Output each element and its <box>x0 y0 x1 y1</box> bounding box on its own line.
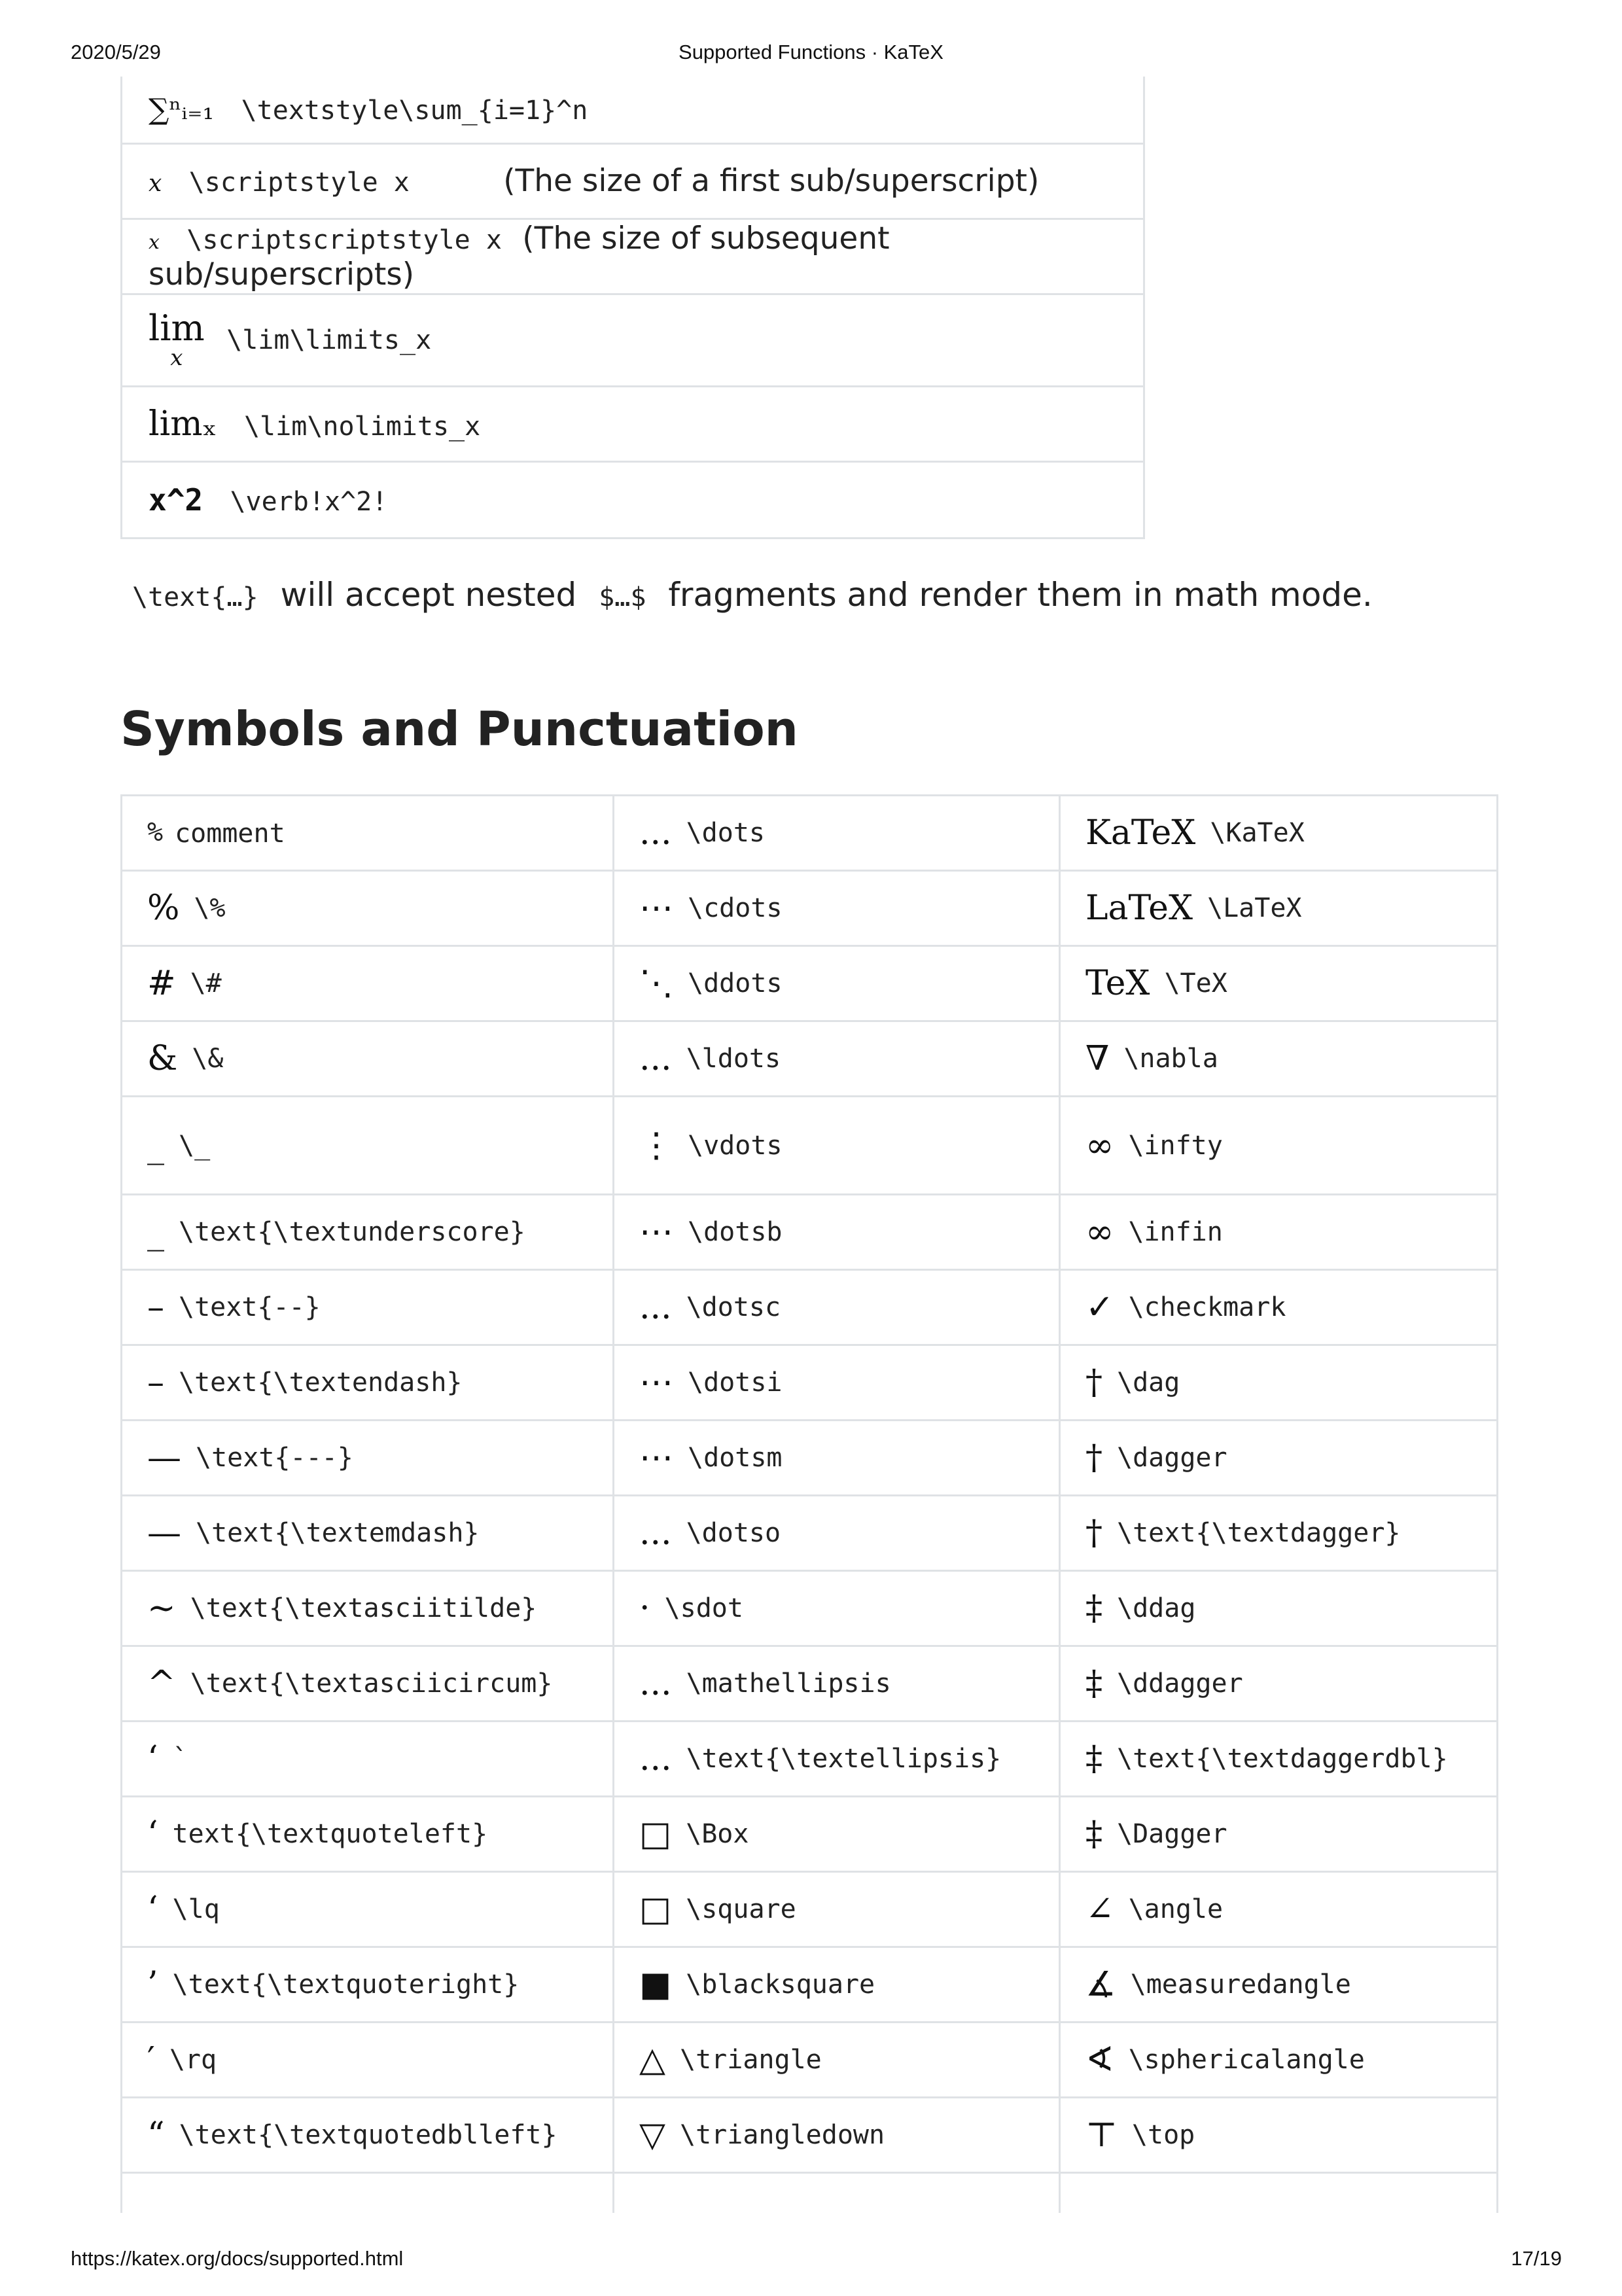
symbol-rendered: △ <box>639 2040 665 2079</box>
table-cell <box>614 1496 1060 1571</box>
table-row <box>122 1195 1498 1270</box>
table-row <box>122 1646 1498 1722</box>
table-row <box>122 1872 1498 1947</box>
symbol-rendered: ... <box>639 1288 672 1327</box>
code-snippet: \lim\nolimits_x <box>243 411 481 442</box>
code-snippet: \scriptscriptstyle x <box>186 224 502 255</box>
section-title: Symbols and Punctuation <box>120 701 798 756</box>
table-cell <box>614 1021 1060 1097</box>
code-snippet: \dotsc <box>686 1292 781 1322</box>
symbol-rendered: ⋯ <box>639 1212 673 1252</box>
table-row <box>122 219 1144 294</box>
table-cell <box>122 1097 614 1195</box>
code-snippet: \ddots <box>688 968 783 998</box>
table-cell <box>122 219 1144 294</box>
table-cell <box>122 1797 614 1872</box>
table-row <box>122 1947 1498 2022</box>
table-cell <box>1060 1646 1498 1722</box>
print-title: Supported Functions · KaTeX <box>679 41 943 63</box>
code-snippet: ` <box>172 1744 188 1774</box>
code-snippet: \ddag <box>1117 1593 1196 1623</box>
symbol-rendered: “ <box>147 2115 165 2155</box>
symbol-rendered: ∇ <box>1085 1039 1110 1078</box>
symbol-rendered: ’ <box>147 1965 158 2004</box>
symbol-rendered: ‡ <box>1085 1814 1102 1854</box>
code-snippet: \triangledown <box>680 2120 885 2150</box>
table-row <box>122 1270 1498 1345</box>
symbol-rendered: ▽ <box>639 2115 665 2155</box>
symbol-rendered: ... <box>639 1739 672 1778</box>
code-text-brace: \text{…} <box>132 582 258 612</box>
table-row <box>122 1097 1498 1195</box>
table-cell <box>122 1947 614 2022</box>
symbol-rendered: ′ <box>147 2040 155 2079</box>
table-row <box>122 1722 1498 1797</box>
table-cell <box>1060 2173 1498 2214</box>
table-cell <box>614 1722 1060 1797</box>
symbol-rendered: ... <box>639 1664 672 1703</box>
table-row <box>122 294 1144 386</box>
code-snippet: \ldots <box>686 1044 781 1074</box>
code-snippet: \text{\textdaggerdbl} <box>1117 1744 1448 1774</box>
code-snippet: \dotsm <box>688 1443 783 1473</box>
code-snippet: \dotsb <box>688 1217 783 1247</box>
table-cell <box>1060 1097 1498 1195</box>
table-cell <box>122 1872 614 1947</box>
code-snippet: \text{--} <box>179 1292 321 1322</box>
table-cell <box>122 294 1144 386</box>
code-snippet: \vdots <box>688 1130 783 1161</box>
symbols-table <box>120 794 1498 2213</box>
table-cell <box>614 1797 1060 1872</box>
table-row <box>122 1797 1498 1872</box>
table-row <box>122 946 1498 1021</box>
symbol-rendered: † <box>1085 1438 1102 1477</box>
code-snippet: \text{\textellipsis} <box>686 1744 1002 1774</box>
code-snippet: \_ <box>179 1130 211 1161</box>
symbol-rendered: ⋯ <box>639 1363 673 1402</box>
math-rendered: ∑ⁿᵢ₌₁ <box>149 92 215 126</box>
table-cell <box>1060 946 1498 1021</box>
code-snippet: \text{\textquotedblleft} <box>179 2120 557 2150</box>
symbol-rendered: ‡ <box>1085 1739 1102 1778</box>
code-snippet: \checkmark <box>1128 1292 1286 1322</box>
code-snippet: \LaTeX <box>1207 893 1302 923</box>
table-row <box>122 796 1498 871</box>
table-cell <box>122 1722 614 1797</box>
table-cell <box>1060 1421 1498 1496</box>
symbol-rendered: ‘ <box>147 1814 158 1854</box>
code-snippet: \square <box>686 1894 796 1924</box>
symbol-rendered: — <box>147 1438 181 1477</box>
code-snippet: \sdot <box>664 1593 743 1623</box>
table-cell <box>1060 1021 1498 1097</box>
code-snippet: \dots <box>686 818 766 848</box>
code-snippet: \text{\textemdash} <box>196 1518 480 1548</box>
table-row <box>122 1345 1498 1421</box>
table-cell <box>614 1872 1060 1947</box>
code-snippet: \dotso <box>686 1518 781 1548</box>
symbol-rendered: ⊤ <box>1085 2115 1118 2155</box>
code-snippet: \measuredangle <box>1130 1969 1351 2000</box>
code-snippet: \rq <box>169 2045 217 2075</box>
symbol-rendered: — <box>147 1513 181 1553</box>
paragraph-text: fragments and render them in math mode. <box>668 576 1373 614</box>
table-cell <box>122 1021 614 1097</box>
symbol-rendered: – <box>147 1363 164 1402</box>
code-snippet: \scriptstyle x <box>188 168 410 198</box>
table-cell <box>614 946 1060 1021</box>
symbol-rendered: ‘ <box>147 1890 158 1929</box>
symbol-rendered: ⋮ <box>639 1125 673 1165</box>
symbol-rendered: □ <box>639 1890 672 1929</box>
table-cell <box>1060 1947 1498 2022</box>
print-date: 2020/5/29 <box>71 41 161 63</box>
table-cell <box>122 2173 614 2214</box>
paragraph-text: will accept nested <box>280 576 577 614</box>
math-rendered: lim <box>149 307 205 349</box>
code-snippet: \infin <box>1128 1217 1223 1247</box>
code-snippet: \# <box>190 968 222 998</box>
symbol-rendered: ⋱ <box>639 964 673 1003</box>
table-cell <box>614 1097 1060 1195</box>
symbol-rendered: & <box>147 1039 178 1078</box>
table-cell <box>614 2098 1060 2173</box>
table-row <box>122 1496 1498 1571</box>
symbol-rendered: # <box>147 964 176 1003</box>
code-snippet: \Dagger <box>1117 1819 1227 1849</box>
math-subscript: x <box>170 344 183 371</box>
table-row <box>122 1421 1498 1496</box>
symbol-rendered: ∠ <box>1085 1890 1114 1929</box>
table-row <box>122 461 1144 538</box>
verb-rendered: x^2 <box>149 482 203 518</box>
table-row <box>122 77 1144 143</box>
table-cell <box>122 1345 614 1421</box>
symbol-rendered: ^ <box>147 1664 176 1703</box>
symbol-rendered: % <box>147 889 180 928</box>
table-cell <box>614 1646 1060 1722</box>
math-rendered: x <box>149 170 162 197</box>
symbol-rendered: ⋯ <box>639 1438 673 1477</box>
table-cell <box>122 2098 614 2173</box>
symbol-rendered: † <box>1085 1513 1102 1553</box>
math-rendered: x <box>149 230 160 254</box>
symbol-rendered: † <box>1085 1363 1102 1402</box>
table-row <box>122 1021 1498 1097</box>
table-cell <box>614 1195 1060 1270</box>
table-cell <box>614 1571 1060 1646</box>
table-row <box>122 143 1144 219</box>
symbol-rendered: □ <box>639 1814 672 1854</box>
symbol-rendered: ∢ <box>1085 2040 1114 2079</box>
print-url: https://katex.org/docs/supported.html <box>71 2247 404 2270</box>
symbol-rendered: ‡ <box>1085 1664 1102 1703</box>
table-row <box>122 386 1144 461</box>
table-cell <box>122 143 1144 219</box>
code-snippet: \text{\textdagger} <box>1117 1518 1401 1548</box>
table-cell <box>122 77 1144 143</box>
code-dollar: $…$ <box>599 582 646 612</box>
code-snippet: \lim\limits_x <box>226 325 432 355</box>
symbol-rendered: _ <box>147 1125 164 1165</box>
table-cell <box>1060 1797 1498 1872</box>
size-note: (The size of subsequent sub/superscripts) <box>149 220 890 292</box>
code-snippet: \blacksquare <box>686 1969 875 2000</box>
code-snippet: \cdots <box>688 893 783 923</box>
table-cell <box>614 2173 1060 2214</box>
code-snippet: \dagger <box>1117 1443 1227 1473</box>
code-snippet: \nabla <box>1123 1044 1218 1074</box>
table-cell <box>1060 1195 1498 1270</box>
code-snippet: \triangle <box>680 2045 822 2075</box>
style-table <box>120 77 1145 539</box>
table-cell <box>122 386 1144 461</box>
code-snippet: \dotsi <box>688 1368 783 1398</box>
code-snippet: \% <box>194 893 226 923</box>
table-cell <box>122 1421 614 1496</box>
symbol-rendered: _ <box>147 1212 164 1252</box>
symbol-rendered: ~ <box>147 1589 176 1628</box>
table-cell <box>122 1195 614 1270</box>
symbol-rendered: ∞ <box>1085 1212 1114 1252</box>
table-cell <box>1060 1722 1498 1797</box>
table-cell <box>1060 2098 1498 2173</box>
code-snippet: \TeX <box>1164 968 1227 998</box>
table-row <box>122 2022 1498 2098</box>
table-cell <box>614 796 1060 871</box>
code-snippet: \lq <box>172 1894 220 1924</box>
code-snippet: \verb!x^2! <box>230 486 388 517</box>
symbol-rendered: · <box>639 1589 650 1628</box>
table-cell <box>1060 871 1498 946</box>
code-snippet: \top <box>1131 2120 1195 2150</box>
code-snippet: \angle <box>1128 1894 1224 1924</box>
code-snippet: \dag <box>1117 1368 1180 1398</box>
symbol-rendered: ... <box>639 1039 672 1078</box>
code-snippet: \text{\textquoteright} <box>172 1969 520 2000</box>
table-cell <box>122 461 1144 538</box>
code-snippet: comment <box>175 819 285 849</box>
table-cell <box>1060 1872 1498 1947</box>
table-cell <box>122 946 614 1021</box>
table-cell <box>122 1646 614 1722</box>
code-snippet: \ddagger <box>1117 1669 1243 1699</box>
code-snippet: \text{\textasciicircum} <box>190 1669 553 1699</box>
symbol-rendered: ... <box>639 1513 672 1553</box>
table-cell <box>122 796 614 871</box>
table-cell <box>122 1496 614 1571</box>
table-cell <box>1060 796 1498 871</box>
table-cell <box>614 1345 1060 1421</box>
symbol-rendered: ∡ <box>1085 1965 1116 2004</box>
code-snippet: \sphericalangle <box>1128 2045 1365 2075</box>
math-limits <box>149 307 205 371</box>
table-cell <box>614 1270 1060 1345</box>
table-row <box>122 1571 1498 1646</box>
symbol-rendered: ∞ <box>1085 1125 1114 1165</box>
symbol-rendered: – <box>147 1288 164 1327</box>
table-cell <box>614 1947 1060 2022</box>
symbol-rendered: ■ <box>639 1965 672 2004</box>
print-header <box>0 41 1622 67</box>
code-snippet: \text{\textasciitilde} <box>190 1593 537 1623</box>
table-cell <box>614 871 1060 946</box>
symbol-rendered: % <box>147 817 164 847</box>
table-cell <box>122 871 614 946</box>
table-cell <box>614 1421 1060 1496</box>
page-number: 17/19 <box>1511 2247 1562 2270</box>
symbol-rendered: ‡ <box>1085 1589 1102 1628</box>
size-note: (The size of a first sub/superscript) <box>503 163 1040 199</box>
table-cell <box>122 1571 614 1646</box>
code-snippet: \text{\textendash} <box>179 1368 463 1398</box>
table-row <box>122 2173 1498 2214</box>
symbol-rendered: KaTeX <box>1085 813 1196 853</box>
code-snippet: \infty <box>1128 1130 1223 1161</box>
code-snippet: \text{\textunderscore} <box>179 1217 525 1247</box>
code-snippet: \KaTeX <box>1210 818 1305 848</box>
code-snippet: \textstyle\sum_{i=1}^n <box>241 95 588 126</box>
table-cell <box>1060 1270 1498 1345</box>
table-cell <box>1060 1345 1498 1421</box>
symbol-rendered: LaTeX <box>1085 889 1193 928</box>
table-cell <box>614 2022 1060 2098</box>
code-snippet: \mathellipsis <box>686 1669 891 1699</box>
table-row <box>122 2098 1498 2173</box>
table-cell <box>1060 1496 1498 1571</box>
print-footer <box>0 2247 1622 2273</box>
code-snippet: text{\textquoteleft} <box>172 1819 488 1849</box>
table-row <box>122 871 1498 946</box>
symbol-rendered: ... <box>639 813 672 853</box>
symbol-rendered: TeX <box>1085 964 1150 1003</box>
table-cell <box>122 1270 614 1345</box>
table-cell <box>122 2022 614 2098</box>
code-snippet: \Box <box>686 1819 749 1849</box>
table-cell <box>1060 1571 1498 1646</box>
nested-text-paragraph <box>132 576 1506 614</box>
symbol-rendered: ⋯ <box>639 889 673 928</box>
math-rendered: limₓ <box>149 404 217 444</box>
symbol-rendered: ‘ <box>147 1739 158 1778</box>
table-cell <box>1060 2022 1498 2098</box>
symbol-rendered: ✓ <box>1085 1288 1114 1327</box>
code-snippet: \& <box>192 1044 224 1074</box>
code-snippet: \text{---} <box>196 1443 353 1473</box>
